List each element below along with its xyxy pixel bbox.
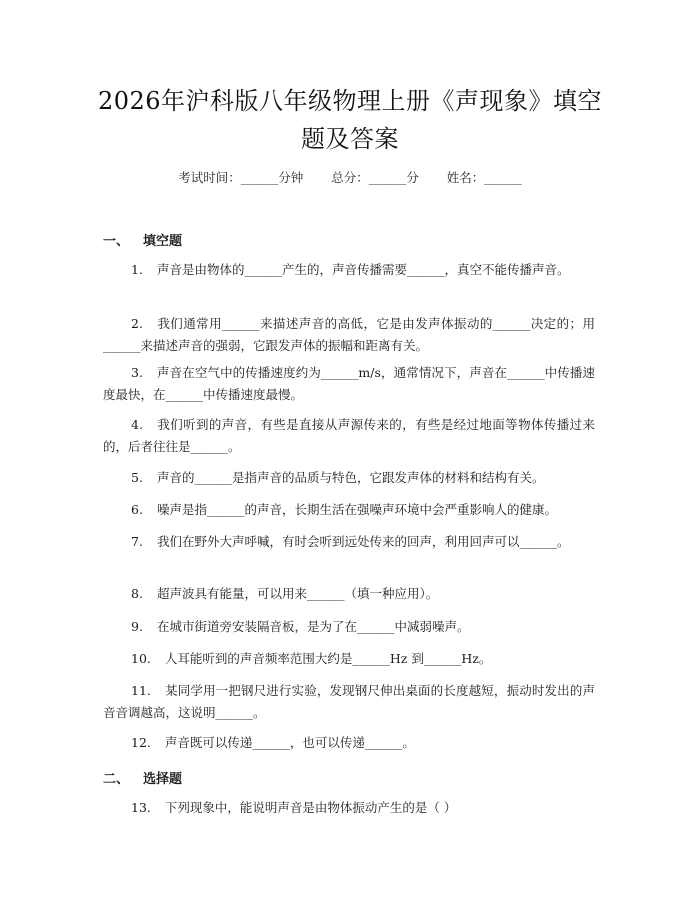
question-item (103, 797, 595, 819)
question-item (103, 362, 595, 406)
question-number: 8. (131, 586, 143, 601)
section-title: 填空题 (143, 234, 183, 249)
question-text: 声音在空气中的传播速度约为______m/s，通常情况下，声音在______中传播速度最快，在______中传播速度最慢。 (103, 365, 595, 402)
question-number: 7. (131, 534, 143, 549)
question-number: 6. (131, 502, 143, 517)
question-number: 2. (131, 316, 143, 331)
student-name: 姓名：______ (446, 170, 522, 185)
question-item (103, 499, 595, 521)
question-number: 3. (131, 365, 143, 380)
question-text: 在城市街道旁安装隔音板，是为了在______中减弱噪声。 (156, 619, 470, 634)
question-number: 9. (131, 619, 143, 634)
question-item (103, 648, 595, 670)
section-number: 一、 (103, 234, 130, 249)
question-item (103, 531, 595, 553)
question-item (103, 680, 595, 724)
question-number: 5. (131, 470, 143, 485)
question-text: 我们在野外大声呼喊，有时会听到远处传来的回声，利用回声可以______。 (156, 534, 570, 549)
section-heading-fill-blank (103, 230, 182, 249)
exam-meta (0, 168, 700, 186)
question-text: 我们听到的声音，有些是直接从声源传来的，有些是经过地面等物体传播过来的，后者往往是______。 (103, 417, 595, 454)
section-title: 选择题 (143, 772, 183, 787)
question-text: 某同学用一把钢尺进行实验，发现钢尺伸出桌面的长度越短，振动时发出的声音音调越高，这说明______。 (103, 683, 595, 720)
document-title: 2026年沪科版八年级物理上册《声现象》填空题及答案 (97, 87, 603, 153)
question-text: 噪声是指______的声音，长期生活在强噪声环境中会严重影响人的健康。 (156, 502, 557, 517)
question-text: 声音是由物体的______产生的，声音传播需要______，真空不能传播声音。 (156, 262, 570, 277)
question-item (103, 583, 595, 605)
question-text: 声音的______是指声音的品质与特色，它跟发声体的材料和结构有关。 (156, 470, 545, 485)
question-text: 声音既可以传递______，也可以传递______。 (164, 735, 415, 750)
question-number: 1. (131, 262, 143, 277)
section-heading-multiple-choice (103, 768, 182, 787)
question-number: 13. (131, 800, 151, 815)
question-item (103, 414, 595, 458)
question-number: 12. (131, 735, 151, 750)
question-text: 下列现象中，能说明声音是由物体振动产生的是（ ） (164, 800, 457, 815)
question-text: 我们通常用______来描述声音的高低，它是由发声体振动的______决定的；用______来描述声音的强弱，它跟发声体的振幅和距离有关。 (103, 316, 595, 353)
question-number: 11. (131, 683, 151, 698)
question-item (103, 313, 595, 357)
question-text: 超声波具有能量，可以用来______（填一种应用）。 (156, 586, 439, 601)
question-item (103, 616, 595, 638)
question-item (103, 732, 595, 754)
question-text: 人耳能听到的声音频率范围大约是______Hz 到______Hz。 (164, 651, 492, 666)
question-item (103, 259, 595, 281)
question-number: 4. (131, 417, 143, 432)
section-number: 二、 (103, 772, 130, 787)
exam-time: 考试时间：______分钟 (178, 170, 304, 185)
question-item (103, 467, 595, 489)
question-number: 10. (131, 651, 151, 666)
total-score: 总分：______分 (331, 170, 419, 185)
